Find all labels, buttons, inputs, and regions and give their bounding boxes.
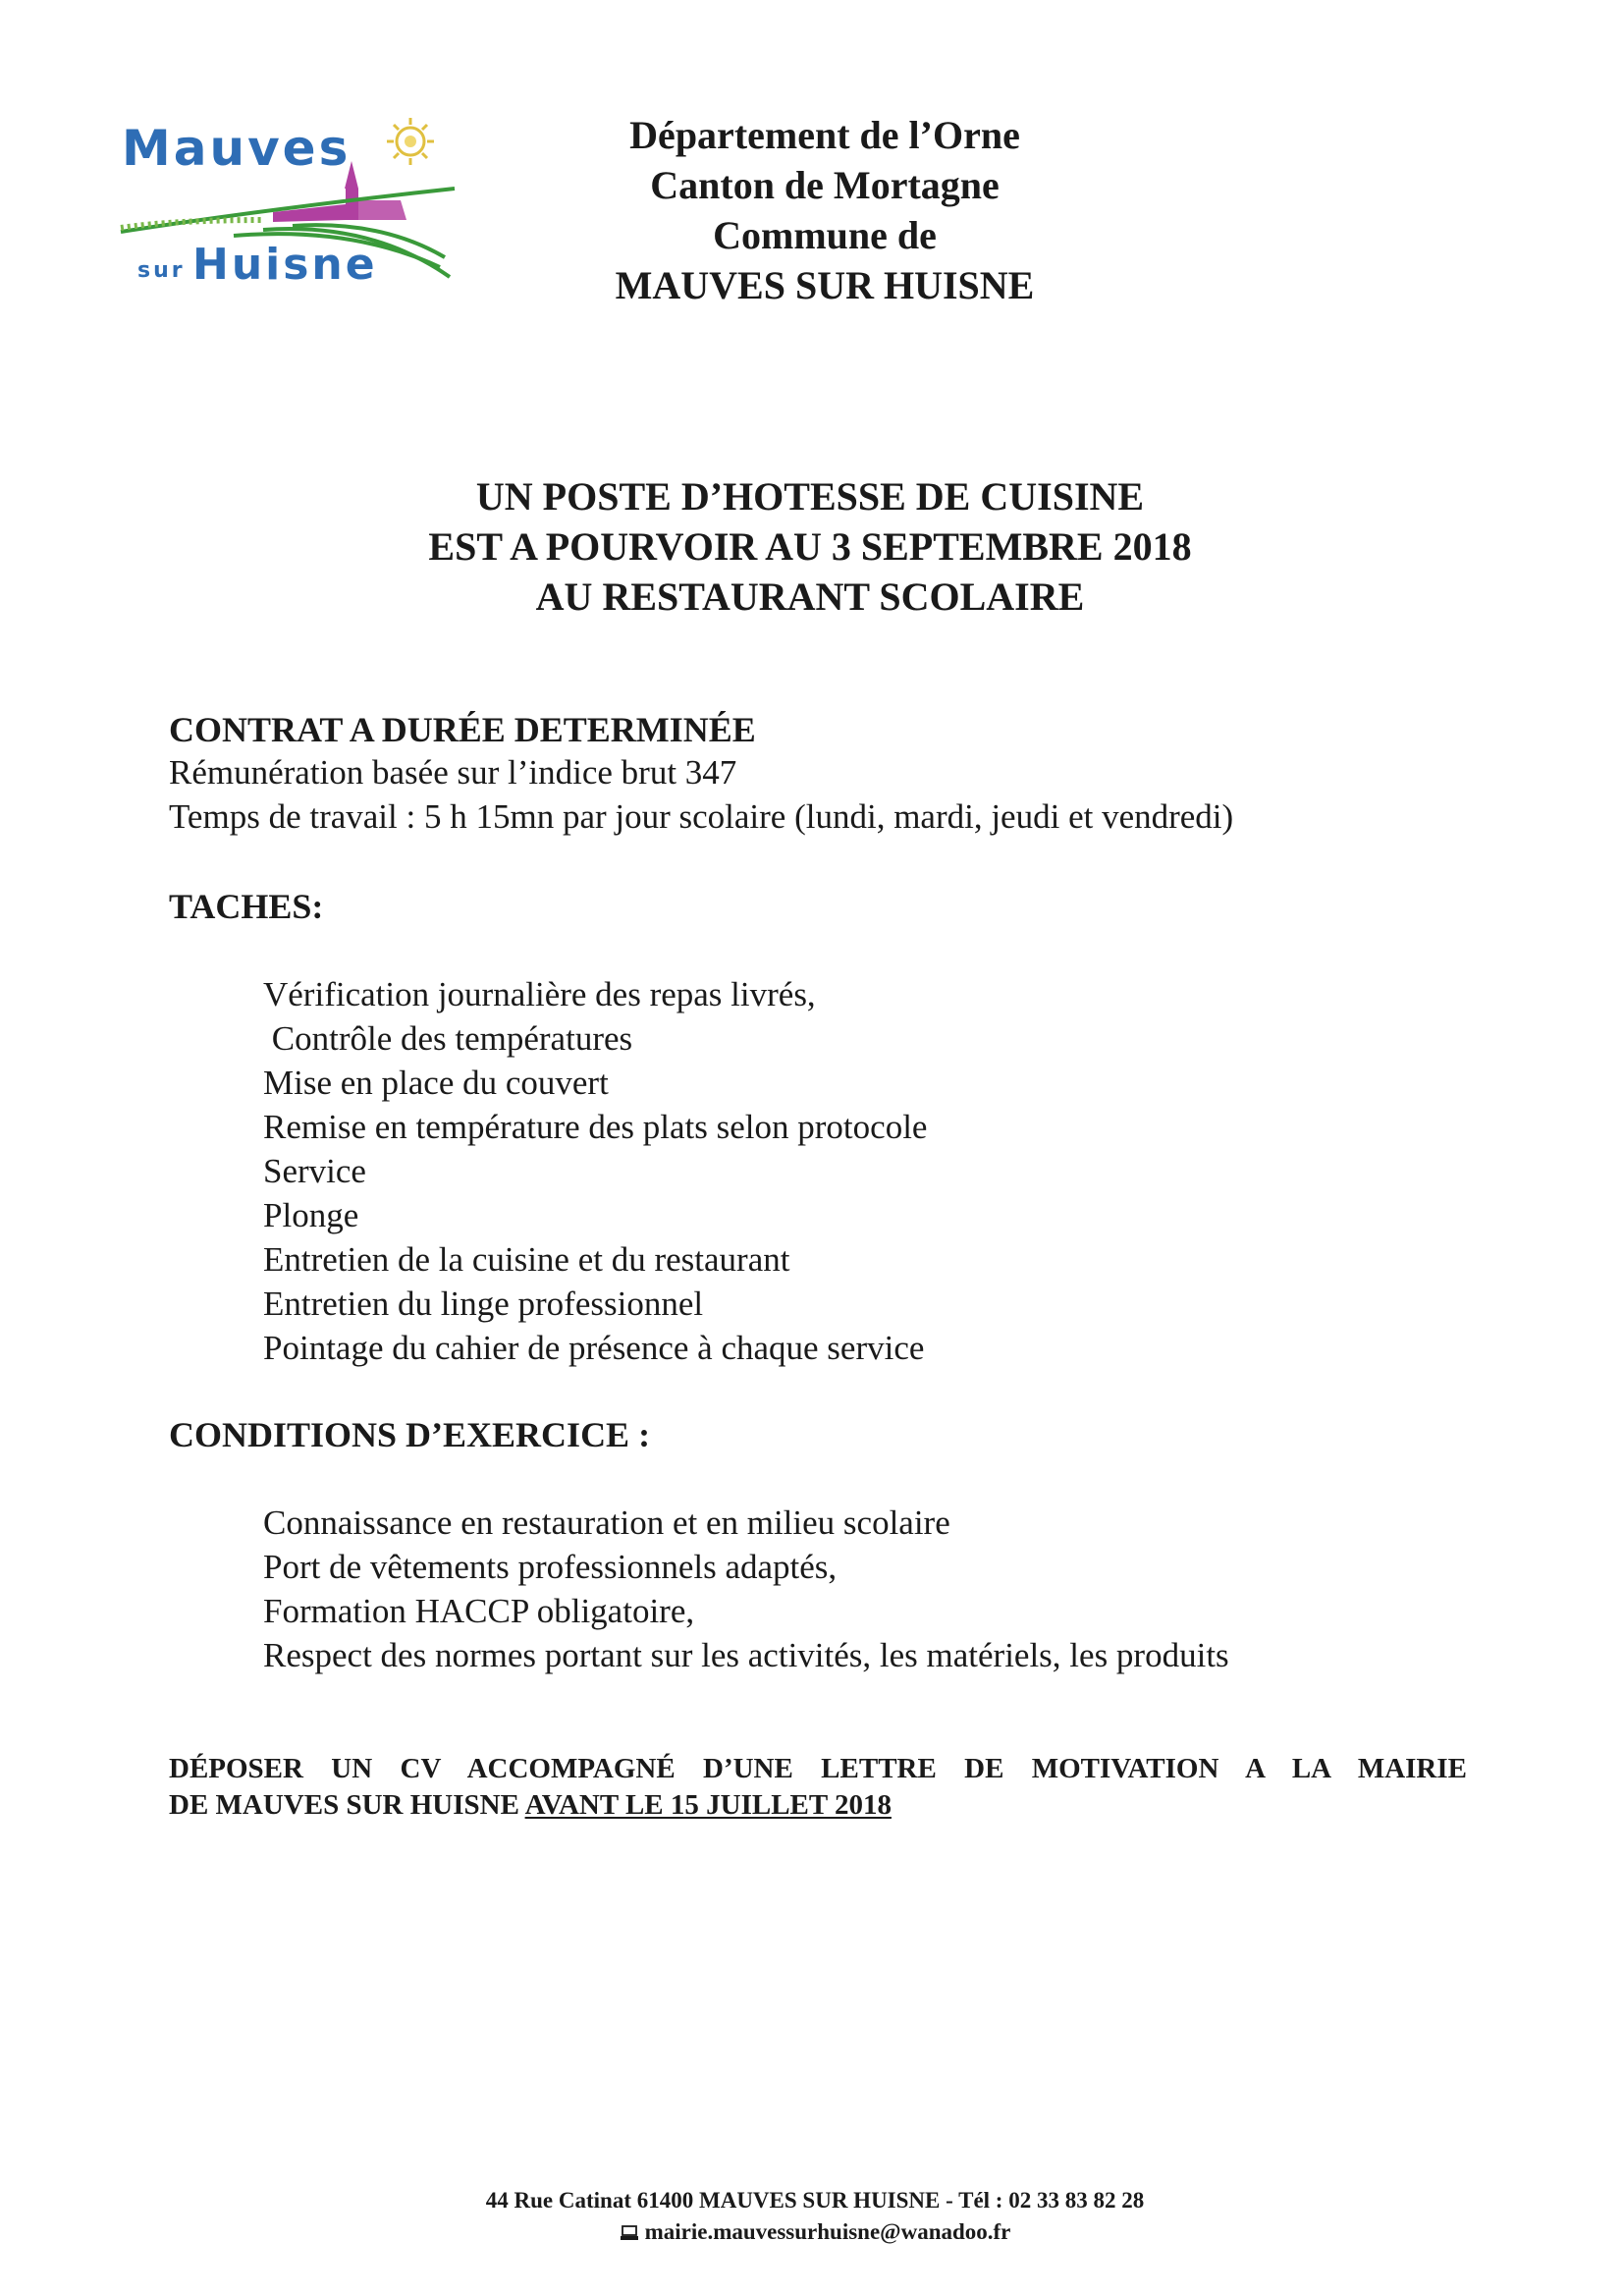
conditions-list bbox=[263, 1501, 1229, 1677]
list-item: Plonge bbox=[263, 1196, 359, 1234]
job-title bbox=[255, 471, 1365, 622]
header-departement: Département de l’Orne bbox=[629, 113, 1020, 157]
tasks-heading: TACHES: bbox=[169, 887, 324, 926]
logo-word-sur: sur bbox=[137, 258, 186, 283]
title-line-1: UN POSTE D’HOTESSE DE CUISINE bbox=[475, 474, 1145, 519]
header-canton: Canton de Mortagne bbox=[650, 163, 1000, 207]
title-line-2: EST A POURVOIR AU 3 SEPTEMBRE 2018 bbox=[428, 524, 1192, 569]
list-item: Contrôle des températures bbox=[263, 1019, 633, 1058]
contract-working-time: Temps de travail : 5 h 15mn par jour scolaire (lundi, mardi, jeudi et vendredi) bbox=[169, 797, 1234, 836]
list-item: Mise en place du couvert bbox=[263, 1064, 609, 1102]
header-commune-name: MAUVES SUR HUISNE bbox=[615, 263, 1035, 307]
footer-email-line bbox=[295, 2216, 1335, 2248]
list-item: Entretien de la cuisine et du restaurant bbox=[263, 1240, 790, 1279]
list-item: Formation HACCP obligatoire, bbox=[263, 1592, 695, 1630]
list-item: Remise en température des plats selon protocole bbox=[263, 1108, 928, 1146]
footer-email[interactable]: mairie.mauvessurhuisne@wanadoo.fr bbox=[644, 2219, 1011, 2244]
list-item: Respect des normes portant sur les activités, les matériels, les produits bbox=[263, 1636, 1229, 1674]
list-item: Entretien du linge professionnel bbox=[263, 1285, 704, 1323]
conditions-heading: CONDITIONS D’EXERCICE : bbox=[169, 1415, 651, 1454]
footer-address: 44 Rue Catinat 61400 MAUVES SUR HUISNE - Tél : 02 33 83 82 28 bbox=[485, 2188, 1145, 2213]
contract-remuneration: Rémunération basée sur l’indice brut 347 bbox=[169, 753, 737, 792]
logo-graphic bbox=[116, 110, 460, 287]
cta-line-2 bbox=[169, 1787, 1467, 1824]
contract-heading: CONTRAT A DURÉE DETERMINÉE bbox=[169, 710, 756, 749]
list-item: Vérification journalière des repas livrés, bbox=[263, 975, 816, 1013]
header-commune-label: Commune de bbox=[713, 213, 937, 257]
computer-icon bbox=[620, 2225, 639, 2241]
commune-logo bbox=[116, 110, 460, 287]
logo-word-huisne: Huisne bbox=[192, 240, 378, 287]
tasks-list bbox=[263, 972, 927, 1370]
footer-contact bbox=[295, 2185, 1335, 2248]
commune-header bbox=[550, 110, 1100, 310]
list-item: Port de vêtements professionnels adaptés, bbox=[263, 1548, 838, 1586]
list-item: Service bbox=[263, 1152, 366, 1190]
cta-mairie: DE MAUVES SUR HUISNE bbox=[169, 1789, 525, 1821]
logo-word-mauves: Mauves bbox=[122, 120, 352, 177]
cta-deadline: AVANT LE 15 JUILLET 2018 bbox=[524, 1789, 892, 1821]
cta-line-1: DÉPOSER UN CV ACCOMPAGNÉ D’UNE LETTRE DE MOTIVATION A LA MAIRIE bbox=[169, 1753, 1467, 1784]
list-item: Pointage du cahier de présence à chaque service bbox=[263, 1329, 925, 1367]
list-item: Connaissance en restauration et en milieu scolaire bbox=[263, 1503, 950, 1542]
application-instructions bbox=[169, 1751, 1467, 1824]
title-line-3: AU RESTAURANT SCOLAIRE bbox=[535, 574, 1085, 619]
sun-icon bbox=[387, 118, 434, 165]
